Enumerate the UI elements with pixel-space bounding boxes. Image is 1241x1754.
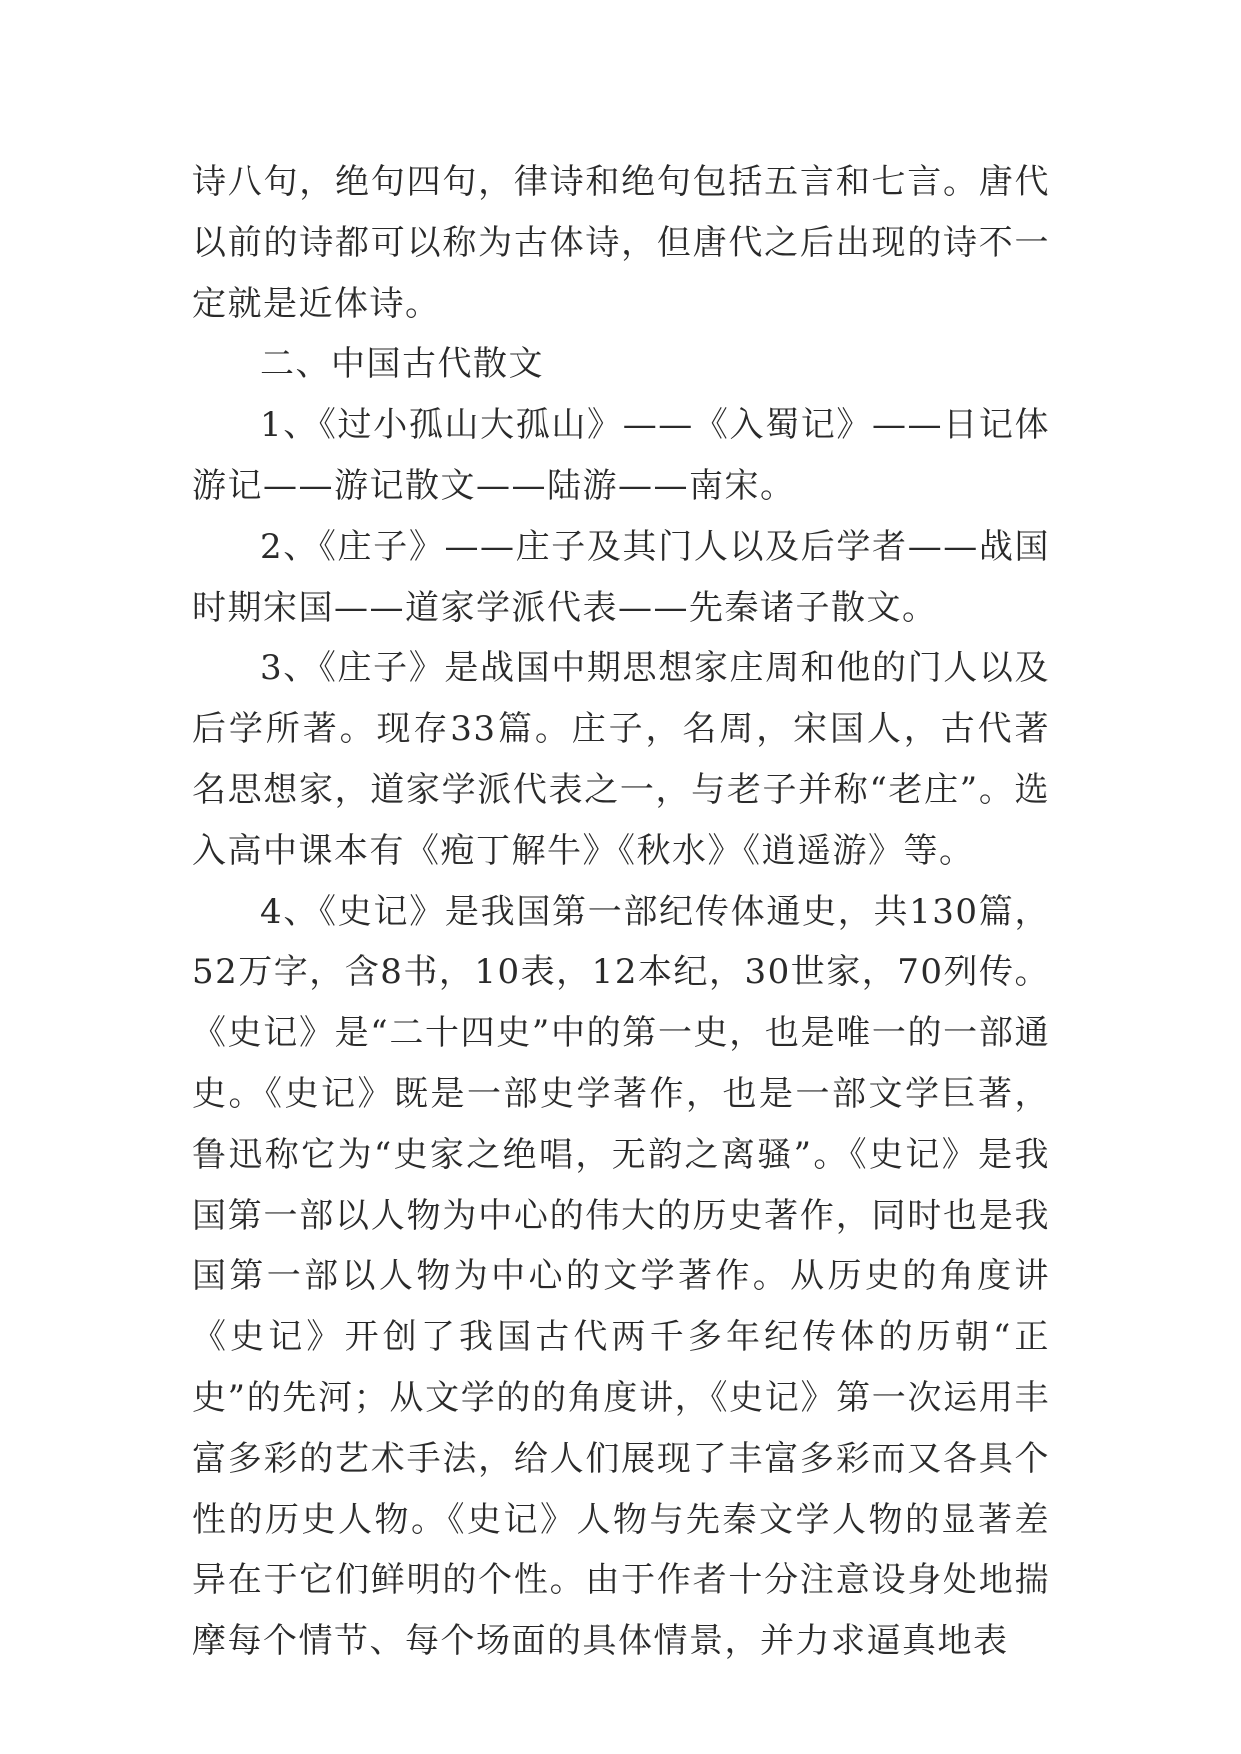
- section-heading-ancient-prose: 二、中国古代散文: [260, 344, 544, 385]
- paragraph-item-1: 1、《过小孤山大孤山》——《入蜀记》——日记体游记——游记散文——陆游——南宋。: [192, 405, 1050, 506]
- paragraph-item-2: 2、《庄子》——庄子及其门人以及后学者——战国时期宋国——道家学派代表——先秦诸子散文。: [192, 526, 1050, 628]
- paragraph-item-4: 4、《史记》是我国第一部纪传体通史，共130篇，52万字，含8书，10表，12本纪，30世家，70列传。《史记》是“二十四史”中的第一史，也是唯一的一部通史。《史记》既是一部史学著作，也是一部文学巨著，鲁迅称它为“史家之绝唱，无韵之离骚”。《史记》是我国第一部以人物为中心的伟大的历史著作，同时也是我国第一部以人物为中心的文学著作。从历史的角度讲《史记》开创了我国古代两千多年纪传体的历朝“正史”的先河；从文学的的角度讲，《史记》第一次运用丰富多彩的艺术手法，给人们展现了丰富多彩而又各具个性的历史人物。《史记》人物与先秦文学人物的显著差异在于它们鲜明的个性。由于作者十分注意设身处地揣摩每个情节、每个场面的具体情景，并力求逼真地表: [192, 891, 1050, 1662]
- paragraph-poetry-continuation: 诗八句，绝句四句，律诗和绝句包括五言和七言。唐代以前的诗都可以称为古体诗，但唐代之后出现的诗不一定就是近体诗。: [192, 162, 1050, 324]
- body-text: [192, 152, 1050, 1672]
- paragraph-item-3: 3、《庄子》是战国中期思想家庄周和他的门人以及后学所著。现存33篇。庄子，名周，宋国人，古代著名思想家，道家学派代表之一，与老子并称“老庄”。选入高中课本有《疱丁解牛》《秋水》《逍遥游》等。: [192, 648, 1050, 871]
